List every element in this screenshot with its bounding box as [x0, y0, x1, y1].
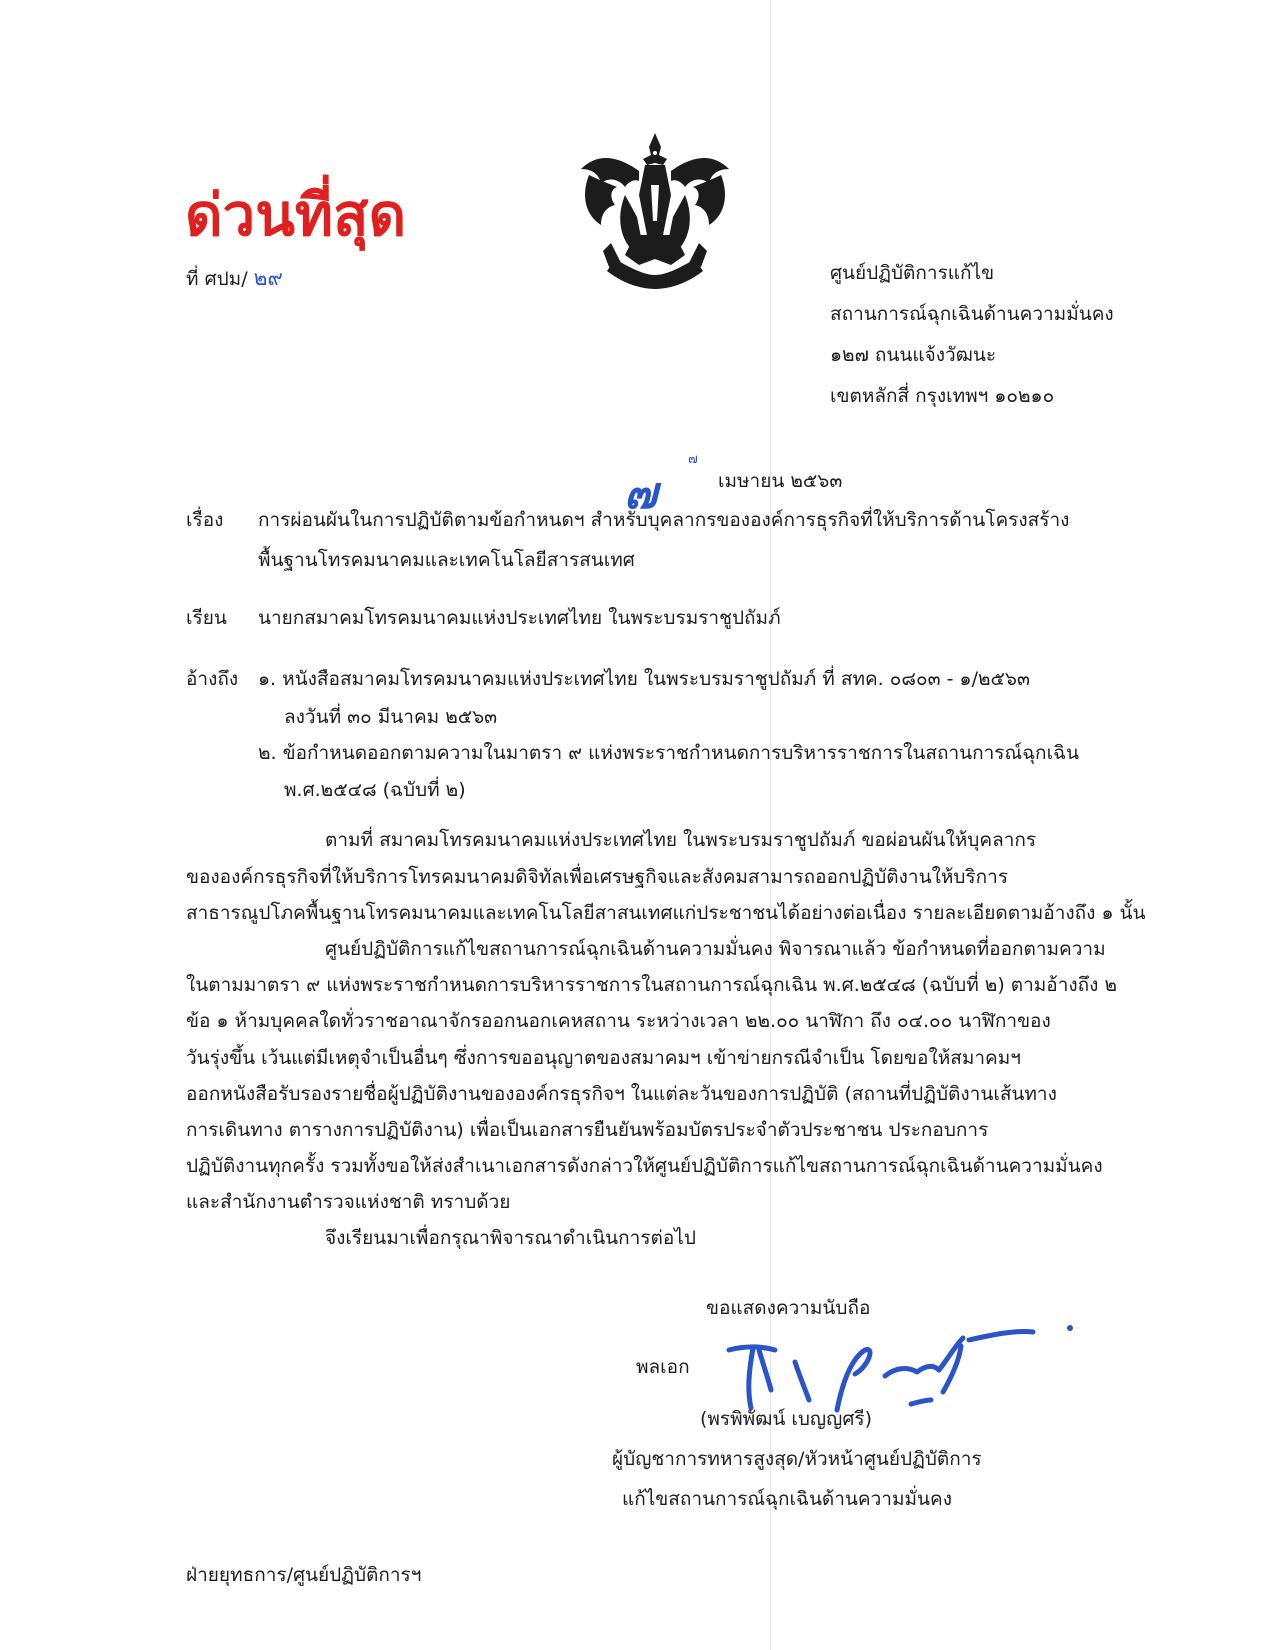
closing-regards: ขอแสดงความนับถือ — [706, 1297, 871, 1319]
urgency-stamp: ด่วนที่สุด — [185, 181, 407, 249]
sender-address-line: ศูนย์ปฏิบัติการแก้ไข — [830, 262, 995, 284]
body-line: สาธารณูปโภคพื้นฐานโทรคมนาคมและเทคโนโลยีสาสนเทศแก่ประชาชนได้อย่างต่อเนื่อง รายละเอียดตามอ้างถึง ๑ นั้น — [186, 902, 1146, 924]
reference-line: ๒. ข้อกำหนดออกตามความในมาตรา ๙ แห่งพระราชกำหนดการบริหารราชการในสถานการณ์ฉุกเฉิน — [258, 742, 1079, 764]
body-line: และสำนักงานตำรวจแห่งชาติ ทราบด้วย — [186, 1191, 511, 1213]
body-line: ออกหนังสือรับรองรายชื่อผู้ปฏิบัติงานขององค์กรธุรกิจฯ ในแต่ละวันของการปฏิบัติ (สถานที่ปฏิบัติงานเส้นทาง — [186, 1083, 1057, 1105]
subject-label: เรื่อง — [186, 509, 224, 531]
signer-rank: พลเอก — [636, 1356, 690, 1378]
reference-line: ๑. หนังสือสมาคมโทรคมนาคมแห่งประเทศไทย ในพระบรมราชูปถัมภ์ ที่ สทค. ๐๘๐๓ - ๑/๒๕๖๓ — [258, 668, 1030, 690]
body-line: ข้อ ๑ ห้ามบุคคลใดทั่วราชอาณาจักรออกนอกเคหสถาน ระหว่างเวลา ๒๒.๐๐ นาฬิกา ถึง ๐๔.๐๐ นาฬิกาของ — [186, 1010, 1051, 1032]
recipient-label: เรียน — [186, 607, 227, 629]
signer-name: (พรพิพัฒน์ เบญญศรี) — [700, 1408, 872, 1430]
subject-line: พื้นฐานโทรคมนาคมและเทคโนโลยีสารสนเทศ — [258, 549, 635, 571]
reference-label: อ้างถึง — [186, 668, 239, 690]
recipient-text: นายกสมาคมโทรคมนาคมแห่งประเทศไทย ในพระบรมราชูปถัมภ์ — [258, 607, 781, 629]
body-line: การเดินทาง ตารางการปฏิบัติงาน) เพื่อเป็นเอกสารยืนยันพร้อมบัตรประจำตัวประชาชน ประกอบการ — [186, 1119, 989, 1141]
body-line: ศูนย์ปฏิบัติการแก้ไขสถานการณ์ฉุกเฉินด้านความมั่นคง พิจารณาแล้ว ข้อกำหนดที่ออกตามความ — [325, 938, 1106, 960]
closing-request: จึงเรียนมาเพื่อกรุณาพิจารณาดำเนินการต่อไป — [325, 1227, 696, 1249]
document-number — [186, 262, 283, 295]
reference-line: ลงวันที่ ๓๐ มีนาคม ๒๕๖๓ — [284, 706, 498, 728]
reference-line: พ.ศ.๒๕๔๘ (ฉบับที่ ๒) — [284, 779, 466, 801]
sender-address-line: เขตหลักสี่ กรุงเทพฯ ๑๐๒๑๐ — [830, 385, 1055, 407]
garuda-emblem — [575, 125, 735, 295]
document-number-label: ที่ ศปม/ — [186, 268, 248, 290]
body-line: ตามที่ สมาคมโทรคมนาคมแห่งประเทศไทย ในพระบรมราชูปถัมภ์ ขอผ่อนผันให้บุคลากร — [325, 829, 1037, 851]
document-number-handwritten: ๒๙ — [253, 266, 283, 290]
sender-address-line: ๑๒๗ ถนนแจ้งวัฒนะ — [830, 344, 997, 366]
sender-address-line: สถานการณ์ฉุกเฉินด้านความมั่นคง — [830, 303, 1114, 325]
subject-line: การผ่อนผันในการปฏิบัติตามข้อกำหนดฯ สำหรับบุคลากรขององค์การธุรกิจที่ให้บริการด้านโครงสร้าง — [258, 509, 1070, 531]
body-line: ในตามมาตรา ๙ แห่งพระราชกำหนดการบริหารราชการในสถานการณ์ฉุกเฉิน พ.ศ.๒๕๔๘ (ฉบับที่ ๒) ตามอ้างถึง ๒ — [186, 974, 1117, 996]
body-line: ขององค์กรธุรกิจที่ให้บริการโทรคมนาคมดิจิทัลเพื่อเศรษฐกิจและสังคมสามารถออกปฏิบัติงานให้บริการ — [186, 866, 1009, 888]
signer-position: ผู้บัญชาการทหารสูงสุด/หัวหน้าศูนย์ปฏิบัติการ — [612, 1448, 982, 1470]
body-line: ปฏิบัติงานทุกครั้ง รวมทั้งขอให้ส่งสำเนาเอกสารดังกล่าวให้ศูนย์ปฏิบัติการแก้ไขสถานการณ์ฉุกเฉินด้านความมั่นคง — [186, 1155, 1103, 1177]
signer-position: แก้ไขสถานการณ์ฉุกเฉินด้านความมั่นคง — [622, 1488, 952, 1510]
date-month-year: เมษายน ๒๕๖๓ — [718, 470, 843, 492]
date-day-small: ๗ — [688, 452, 698, 467]
date-day-handwritten: ๗ — [624, 468, 658, 519]
body-line: วันรุ่งขึ้น เว้นแต่มีเหตุจำเป็นอื่นๆ ซึ่งการขออนุญาตของสมาคมฯ เข้าข่ายกรณีจำเป็น โดยขอให้สมาคมฯ — [186, 1047, 1021, 1069]
footer-department: ฝ่ายยุทธการ/ศูนย์ปฏิบัติการฯ — [186, 1564, 422, 1586]
